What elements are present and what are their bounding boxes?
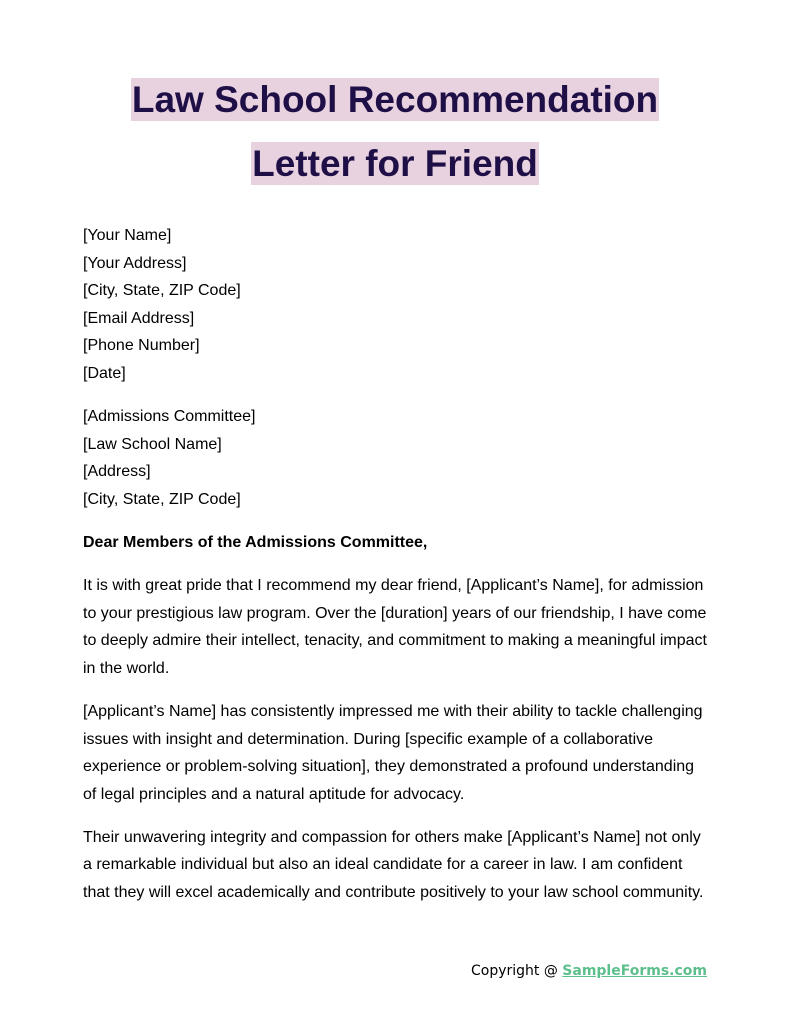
sender-block: [83, 222, 711, 388]
paragraph-intro: It is with great pride that I recommend my dear friend, [Applicant’s Name], for admission to your prestigious law program. Over the [duration] years of our friendship, I have come to deeply admire their intellect, tenacity, and commitment to making a meaningful impact in the world.: [83, 577, 707, 677]
sender-email: [Email Address]: [83, 309, 195, 327]
sender-address: [Your Address]: [83, 254, 187, 272]
copyright-footer: [471, 960, 707, 982]
salutation: Dear Members of the Admissions Committee,: [83, 533, 428, 551]
recipient-city-state-zip: [City, State, ZIP Code]: [83, 490, 241, 508]
recipient-block: [83, 403, 711, 513]
letter-date: [Date]: [83, 364, 126, 382]
paragraph-closing: Their unwavering integrity and compassion for others make [Applicant’s Name] not only a remarkable individual but also an ideal candidate for a career in law. I am confident that they will excel academically and contribute positively to your law school community.: [83, 828, 704, 901]
copyright-prefix: Copyright @: [470, 963, 563, 979]
document-title: [0, 78, 790, 185]
letter-body: [83, 222, 711, 922]
brand-link[interactable]: SampleForms.com: [562, 963, 707, 979]
title-line-2: Letter for Friend: [252, 143, 538, 184]
sender-phone: [Phone Number]: [83, 337, 200, 355]
recipient-school: [Law School Name]: [83, 435, 222, 453]
title-line-1: Law School Recommendation: [131, 79, 659, 120]
sender-name: [Your Name]: [83, 227, 172, 244]
sender-city-state-zip: [City, State, ZIP Code]: [83, 282, 241, 300]
paragraph-example: [Applicant’s Name] has consistently impressed me with their ability to tackle challenging issues with insight and determination. During [specific example of a collaborative experience or problem-solving situation], they demonstrated a profound understanding of legal principles and a natural aptitude for advocacy.: [83, 702, 703, 803]
recipient-committee: [Admissions Committee]: [83, 408, 256, 426]
recipient-address: [Address]: [83, 463, 151, 481]
